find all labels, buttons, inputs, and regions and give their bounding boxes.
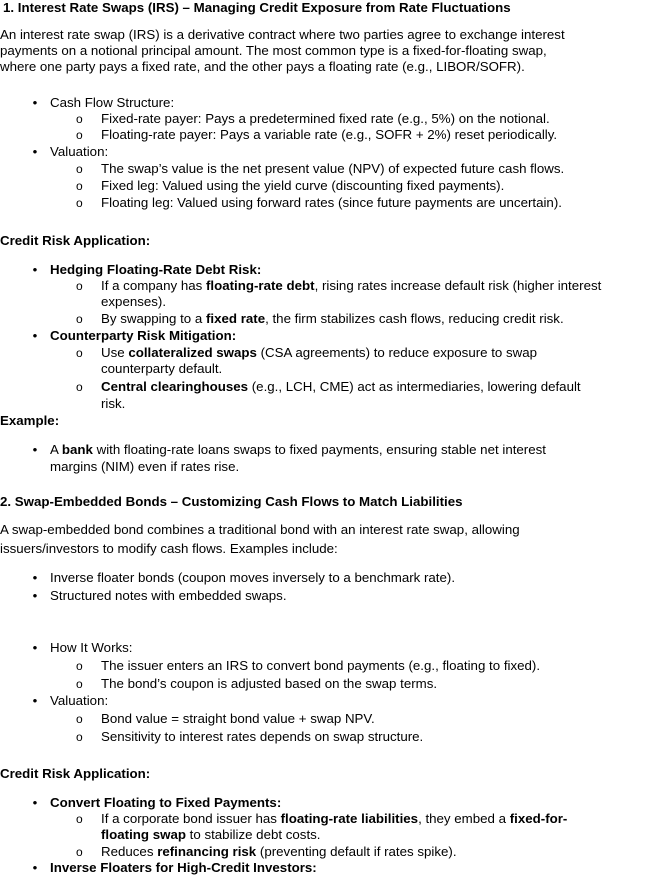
s1-intro-line-3: where one party pays a fixed rate, and the other pays a floating rate (e.g., LIBOR/SOFR).: [0, 59, 525, 74]
sub-bullet: o: [76, 312, 83, 326]
sub-bullet: o: [76, 346, 83, 360]
example-heading: Example:: [0, 413, 60, 428]
bullet: •: [32, 95, 38, 110]
s1-intro-line-2: payments on a notional principal amount. The most common type is a fixed-for-floating swap,: [0, 43, 547, 58]
sub-bullet: o: [76, 380, 83, 394]
hedge-item-2: By swapping to a fixed rate, the firm stabilizes cash flows, reducing credit risk.: [101, 311, 564, 326]
sub-bullet: o: [76, 112, 83, 126]
example-line-2: margins (NIM) even if rates rise.: [50, 459, 240, 474]
convert-item-2: Reduces refinancing risk (preventing default if rates spike).: [101, 844, 457, 859]
sub-bullet: o: [76, 812, 83, 826]
sub-bullet: o: [76, 128, 83, 142]
s1-credit-heading: Credit Risk Application:: [0, 233, 151, 248]
bullet: •: [32, 328, 38, 343]
valuation-item-1: The swap’s value is the net present value (NPV) of expected future cash flows.: [101, 161, 565, 176]
bullet: •: [32, 588, 38, 603]
bullet: •: [32, 262, 38, 277]
sub-bullet: o: [76, 196, 83, 210]
valuation-item-3: Floating leg: Valued using forward rates (since future payments are uncertain).: [101, 195, 562, 210]
section-2-heading: 2. Swap-Embedded Bonds – Customizing Cash Flows to Match Liabilities: [0, 494, 463, 509]
counterparty-item-1: Use collateralized swaps (CSA agreements) to reduce exposure to swap: [101, 345, 538, 360]
counterparty-item-2: Central clearinghouses (e.g., LCH, CME) act as intermediaries, lowering default: [101, 379, 581, 394]
s1-intro-line-1: An interest rate swap (IRS) is a derivative contract where two parties agree to exchange interest: [0, 27, 565, 42]
sub-bullet: o: [76, 677, 83, 691]
hedge-label: Hedging Floating-Rate Debt Risk:: [50, 262, 262, 277]
how-label: How It Works:: [50, 640, 133, 655]
counterparty-item-1-cont: counterparty default.: [101, 361, 223, 376]
convert-item-1: If a corporate bond issuer has floating-rate liabilities, they embed a fixed-for-: [101, 811, 568, 826]
hedge-item-1-cont: expenses).: [101, 294, 167, 309]
sub-bullet: o: [76, 845, 83, 859]
sub-bullet: o: [76, 162, 83, 176]
counterparty-label: Counterparty Risk Mitigation:: [50, 328, 237, 343]
how-item-2: The bond’s coupon is adjusted based on the swap terms.: [101, 676, 438, 691]
convert-label: Convert Floating to Fixed Payments:: [50, 795, 282, 810]
how-item-1: The issuer enters an IRS to convert bond payments (e.g., floating to fixed).: [101, 658, 541, 673]
s2-example-1: Inverse floater bonds (coupon moves inversely to a benchmark rate).: [50, 570, 456, 585]
s2-valuation-item-2: Sensitivity to interest rates depends on swap structure.: [101, 729, 424, 744]
s2-credit-heading: Credit Risk Application:: [0, 766, 151, 781]
example-line-1: A bank with floating-rate loans swaps to fixed payments, ensuring stable net interest: [50, 442, 546, 457]
s2-valuation-item-1: Bond value = straight bond value + swap NPV.: [101, 711, 375, 726]
s2-intro-line-1: A swap-embedded bond combines a traditional bond with an interest rate swap, allowing: [0, 522, 520, 537]
bullet: •: [32, 144, 38, 159]
sub-bullet: o: [76, 712, 83, 726]
s2-example-2: Structured notes with embedded swaps.: [50, 588, 287, 603]
cash-flow-label: Cash Flow Structure:: [50, 95, 175, 110]
bullet: •: [32, 442, 38, 457]
hedge-item-1: If a company has floating-rate debt, rising rates increase default risk (higher interest: [101, 278, 602, 293]
sub-bullet: o: [76, 730, 83, 744]
inverse-floaters-label: Inverse Floaters for High-Credit Investors:: [50, 860, 317, 875]
s2-valuation-label: Valuation:: [50, 693, 109, 708]
bullet: •: [32, 795, 38, 810]
bullet: •: [32, 570, 38, 585]
section-1-heading: 1. Interest Rate Swaps (IRS) – Managing Credit Exposure from Rate Fluctuations: [3, 0, 511, 15]
counterparty-item-2-cont: risk.: [101, 396, 126, 411]
valuation-label: Valuation:: [50, 144, 109, 159]
cash-flow-item-2: Floating-rate payer: Pays a variable rate (e.g., SOFR + 2%) reset periodically.: [101, 127, 558, 142]
sub-bullet: o: [76, 279, 83, 293]
bullet: •: [32, 640, 38, 655]
bullet: •: [32, 693, 38, 708]
bullet: •: [32, 860, 38, 875]
sub-bullet: o: [76, 659, 83, 673]
valuation-item-2: Fixed leg: Valued using the yield curve (discounting fixed payments).: [101, 178, 505, 193]
convert-item-1-cont: floating swap to stabilize debt costs.: [101, 827, 321, 842]
s2-intro-line-2: issuers/investors to modify cash flows. Examples include:: [0, 541, 338, 556]
sub-bullet: o: [76, 179, 83, 193]
cash-flow-item-1: Fixed-rate payer: Pays a predetermined fixed rate (e.g., 5%) on the notional.: [101, 111, 550, 126]
